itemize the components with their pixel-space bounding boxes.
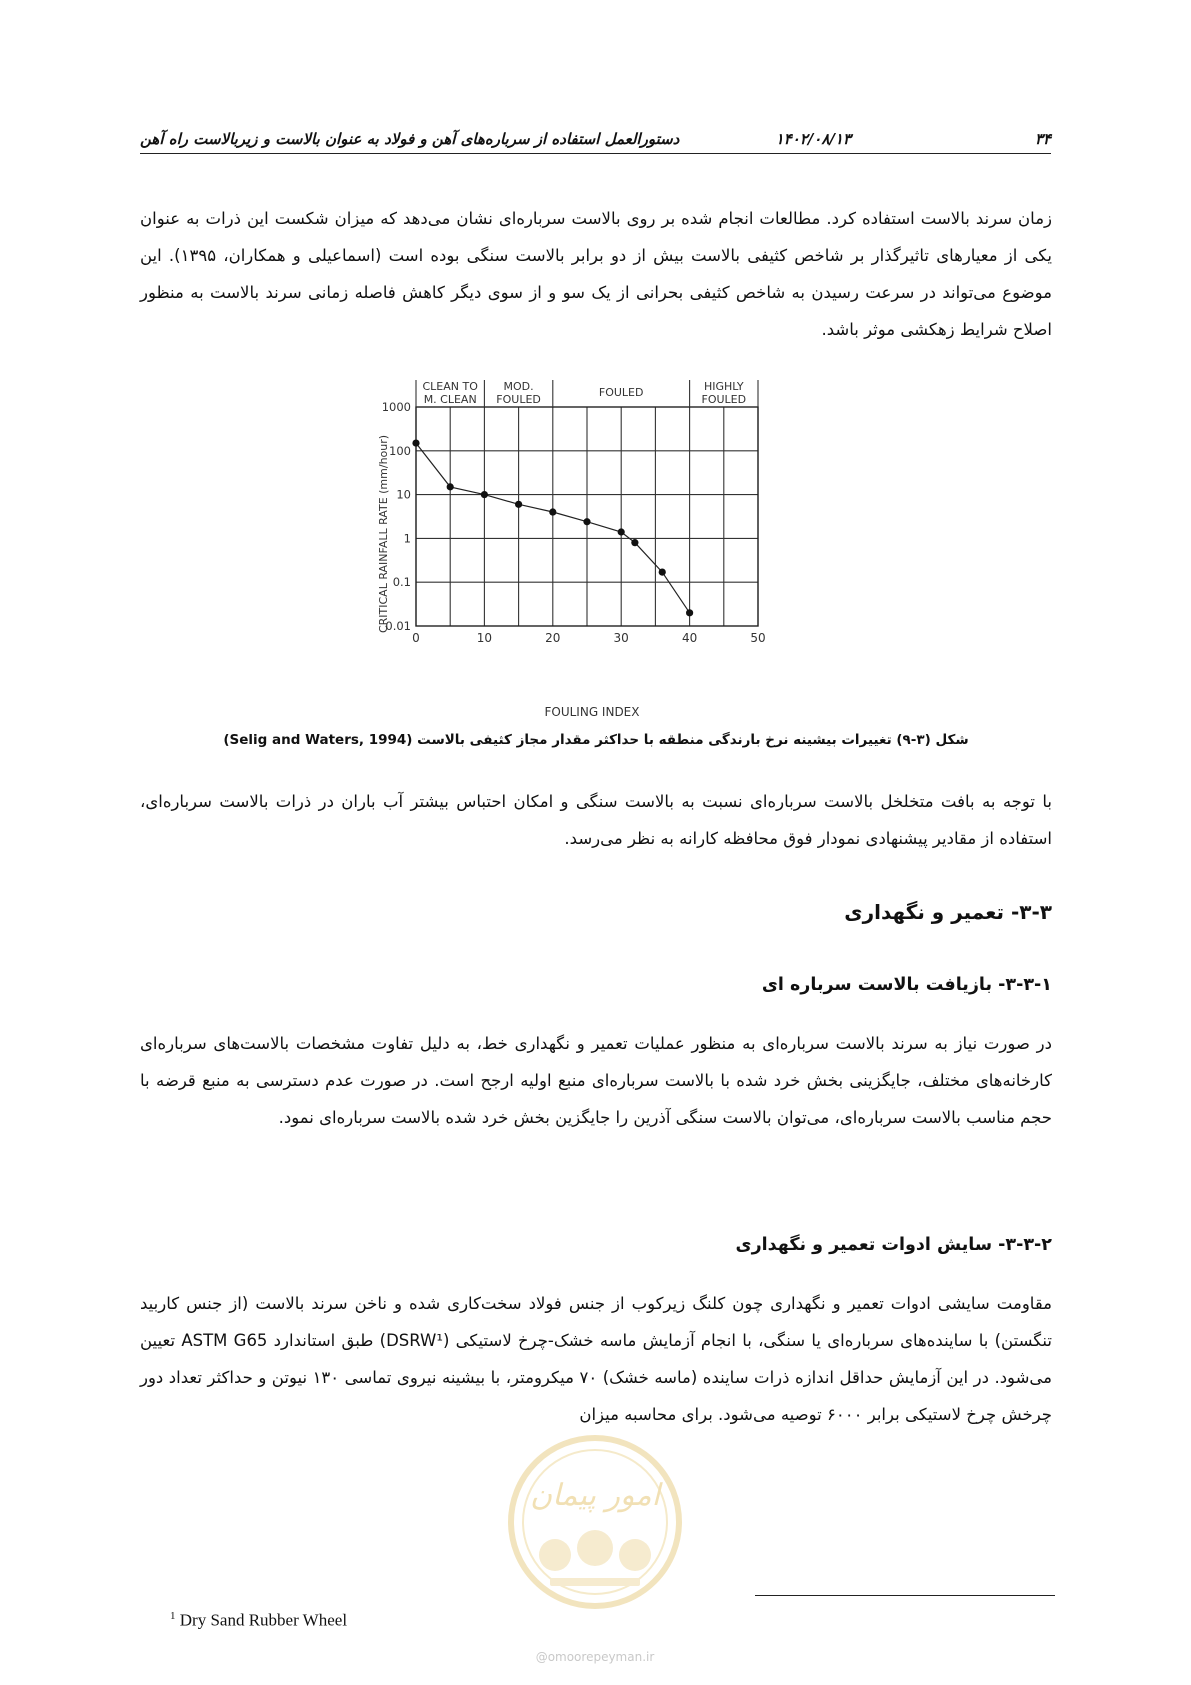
zone-label: FOULED <box>496 393 541 406</box>
x-tick-label: 50 <box>750 631 766 645</box>
y-tick-label: 0.01 <box>385 619 411 633</box>
x-tick-label: 40 <box>681 631 698 645</box>
data-point <box>515 501 522 508</box>
watermark-url: @omoorepeyman.ir <box>535 1650 655 1664</box>
zone-label: MOD. <box>503 380 534 393</box>
footnote-marker: 1 <box>170 1610 176 1622</box>
data-point <box>583 518 590 525</box>
chart-zones <box>416 380 758 407</box>
data-point <box>686 609 693 616</box>
footnote-text: Dry Sand Rubber Wheel <box>179 1610 348 1630</box>
data-point <box>659 569 666 576</box>
header-divider <box>140 153 1051 154</box>
page-header <box>140 128 1051 154</box>
paragraph-3: در صورت نیاز به سرند بالاست سرباره‌ای به منظور عملیات تعمیر و نگهداری خط، به دلیل تفاوت مشخصات بالاست‌های سرباره‌ای کارخانه‌های مختلف، جایگزینی بخش خرد شده با بالاست سرباره‌ای منبع اولیه ارجح است. در صورت عدم دسترسی به منبع قرضه با حجم مناسب بالاست سرباره‌ای، می‌توان بالاست سنگی آذرین را جایگزین بخش خرد شده بالاست سرباره‌ای نمود. <box>140 1034 1052 1127</box>
section-heading-3-3-2: ۳-۳-۲- سایش ادوات تعمیر و نگهداری <box>735 1235 1052 1255</box>
zone-label: FOULED <box>701 393 747 406</box>
data-point <box>618 528 625 535</box>
figure-caption: شکل (۳-۹) تغییرات بیشینه نرخ بارندگی منطقه با حداکثر مقدار مجاز کثیفی بالاست (Selig and Waters, 1994) <box>223 732 969 748</box>
zone-label: M. CLEAN <box>423 393 477 406</box>
x-tick-label: 0 <box>412 631 420 645</box>
y-axis-label: CRITICAL RAINFALL RATE (mm/hour) <box>377 434 390 634</box>
y-tick-label: 1000 <box>381 400 411 414</box>
data-point <box>447 483 454 490</box>
y-tick-label: 1 <box>403 531 411 546</box>
data-point <box>481 491 488 498</box>
fouling-chart-svg <box>370 380 840 724</box>
header-title: دستورالعمل استفاده از سرباره‌های آهن و فولاد به عنوان بالاست و زیربالاست راه آهن <box>140 130 680 148</box>
y-tick-label: 0.1 <box>392 575 411 590</box>
watermark-seal-text: امور پیمان <box>530 1478 660 1513</box>
zone-label: CLEAN TO <box>422 380 478 393</box>
x-axis-label: FOULING INDEX <box>544 705 640 719</box>
x-tick-label: 30 <box>613 631 629 645</box>
y-tick-label: 10 <box>396 487 411 502</box>
fouling-chart <box>370 380 840 724</box>
data-point <box>631 539 638 546</box>
paragraph-2: با توجه به بافت متخلخل بالاست سرباره‌ای نسبت به بالاست سنگی و امکان احتباس بیشتر آب باران در ذرات بالاست سرباره‌ای، استفاده از مقادیر پیشنهادی نمودار فوق محافظه کارانه به نظر می‌رسد. <box>140 792 1052 848</box>
data-point <box>412 439 419 446</box>
data-point <box>549 508 556 515</box>
page-number: ۳۴ <box>1034 130 1051 148</box>
chart-grid <box>416 407 758 626</box>
x-tick-label: 10 <box>476 631 493 645</box>
section-heading-3-3: ۳-۳- تعمیر و نگهداری <box>844 900 1052 924</box>
footnote <box>170 1610 347 1631</box>
watermark-seal-icon <box>505 1430 685 1615</box>
y-tick-label: 100 <box>389 443 411 458</box>
chart-ticks <box>382 400 766 645</box>
paragraph-4: مقاومت سایشی ادوات تعمیر و نگهداری چون کلنگ زیرکوب از جنس فولاد سخت‌کاری شده و ناخن سرند بالاست (از جنس کاربید تنگستن) با ساینده‌های سرباره‌ای یا سنگی، با انجام آزمایش ماسه خشک-چرخ لاستیکی (DSRW¹) طبق استاندارد ASTM G65 تعیین می‌شود. در این آزمایش حداقل اندازه ذرات ساینده (ماسه خشک) ۷۰ میکرومتر، با بیشینه نیروی تماسی ۱۳۰ نیوتن و حداکثر تعداد دور چرخش چرخ لاستیکی برابر ۶۰۰۰ توصیه می‌شود. برای محاسبه میزان <box>140 1294 1052 1424</box>
zone-label: FOULED <box>598 386 644 399</box>
header-date: ۱۴۰۲/۰۸/۱۳ <box>775 130 851 148</box>
zone-label: HIGHLY <box>703 380 744 393</box>
paragraph-1: زمان سرند بالاست استفاده کرد. مطالعات انجام شده بر روی بالاست سرباره‌ای نشان می‌دهد که میزان شکست این ذرات به عنوان یکی از معیارهای تاثیرگذار بر شاخص کثیفی بالاست بیش از دو برابر بالاست سنگی بوده است (اسماعیلی و همکاران، ۱۳۹۵). این موضوع می‌تواند در سرعت رسیدن به شاخص کثیفی بحرانی از یک سو و از سوی دیگر کاهش فاصله زمانی سرند بالاست به منظور اصلاح شرایط زهکشی موثر باشد. <box>140 209 1052 339</box>
footnote-divider <box>755 1595 1055 1596</box>
x-tick-label: 20 <box>545 631 561 645</box>
section-heading-3-3-1: ۳-۳-۱- بازیافت بالاست سرباره ای <box>761 975 1052 995</box>
